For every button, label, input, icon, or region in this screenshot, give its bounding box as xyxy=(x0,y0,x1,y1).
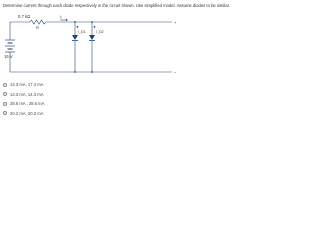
current-label: I₁ xyxy=(60,15,63,19)
answer-option-3[interactable] xyxy=(3,99,123,109)
diode2-current-arrow xyxy=(94,26,96,29)
diode1-symbol xyxy=(72,35,78,41)
resistor-value-label: 0.7 kΩ xyxy=(18,14,31,19)
battery-symbol xyxy=(5,40,15,52)
resistor-symbol xyxy=(30,20,46,24)
diode1-current-arrow xyxy=(77,26,79,29)
answer-options xyxy=(3,80,123,118)
option-label: 28.6 mA , 28.6 mA xyxy=(10,101,45,107)
junction-dot-top-d2 xyxy=(91,21,93,23)
radio-button-icon[interactable] xyxy=(3,92,7,96)
option-label: 14.3 mA, 17.4 mA xyxy=(10,82,44,88)
junction-dot-top-d1 xyxy=(74,21,76,23)
radio-button-icon[interactable] xyxy=(3,111,7,115)
diode2-symbol xyxy=(89,35,95,41)
answer-option-1[interactable] xyxy=(3,80,123,90)
option-label: 14.3 mA, 14.3 mA xyxy=(10,91,44,97)
option-label: 20.2 mA, 20.2 mA xyxy=(10,110,44,116)
question-text: Determine current through each diode respectively in the circuit shown. Use simplified model. Assume diodes to be similar. xyxy=(3,3,230,8)
source-voltage-label: 15 V xyxy=(4,54,13,59)
plus-terminal-label: + xyxy=(174,20,177,25)
current-arrow-head xyxy=(66,19,68,21)
junction-dot-bottom-d1 xyxy=(74,71,76,73)
answer-option-4[interactable] xyxy=(3,109,123,119)
radio-button-icon[interactable] xyxy=(3,83,7,87)
junction-dot-bottom-d2 xyxy=(91,71,93,73)
answer-option-2[interactable] xyxy=(3,90,123,100)
radio-button-icon[interactable] xyxy=(3,102,7,106)
resistor-name-label: R xyxy=(36,25,39,30)
diode2-current-label: I_D2 xyxy=(96,30,104,34)
minus-terminal-label: − xyxy=(174,70,177,75)
diode1-current-label: I_D1 xyxy=(78,30,86,34)
